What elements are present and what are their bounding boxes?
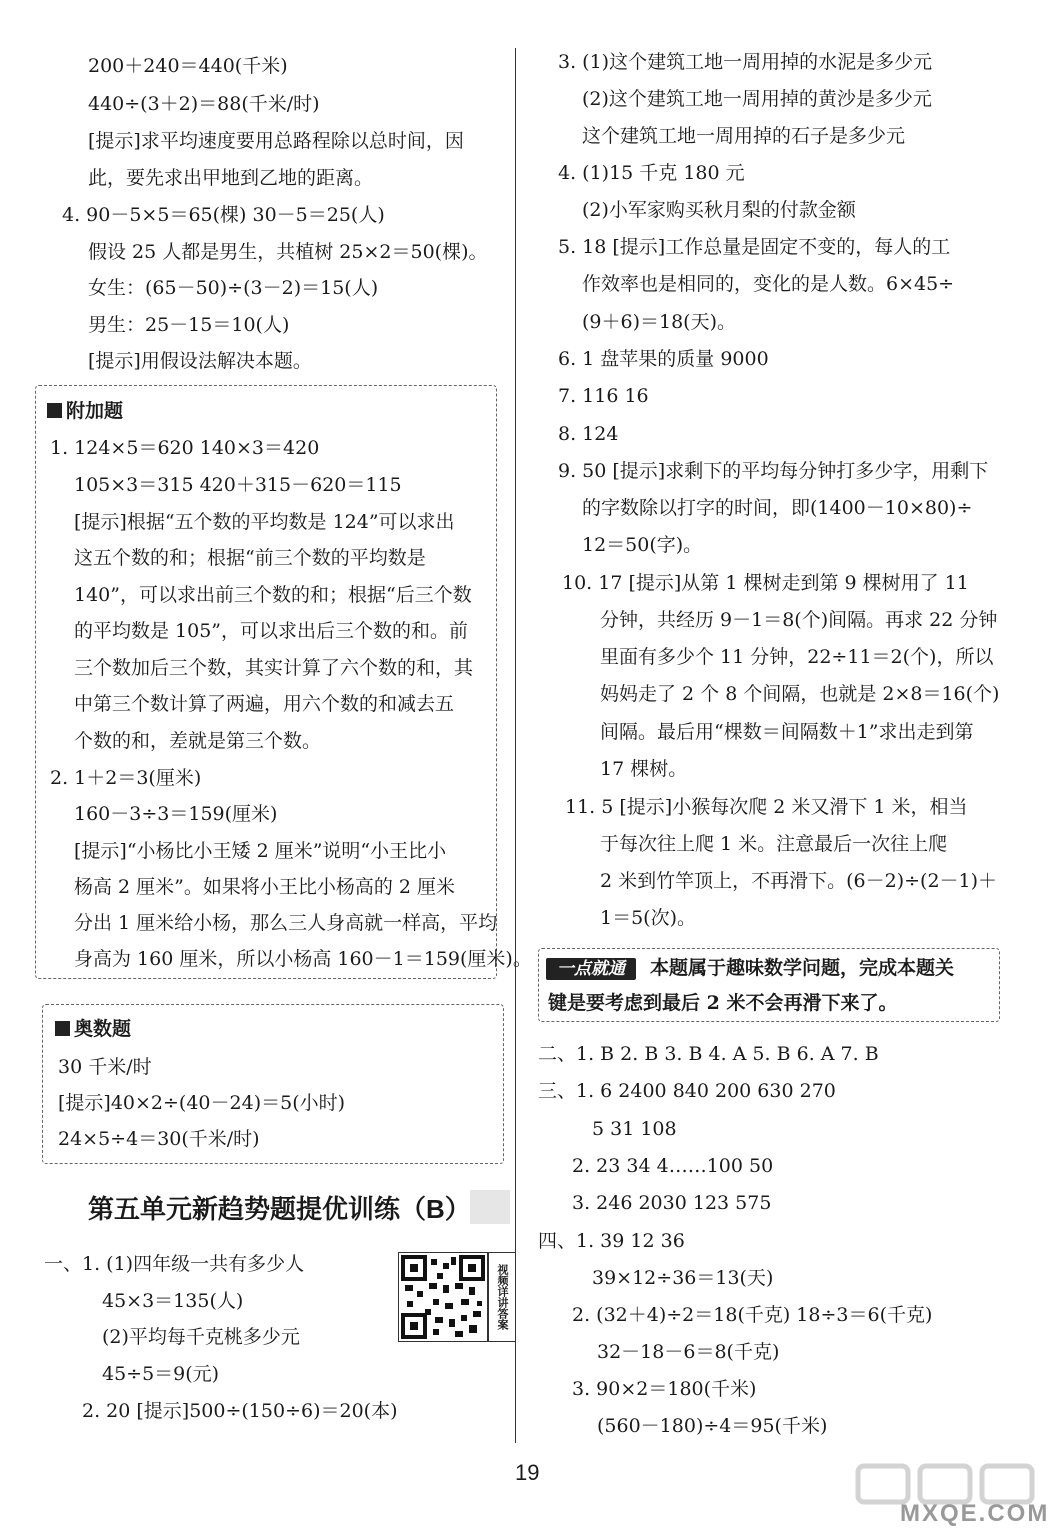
left-bottom-line: 一、1. (1)四年级一共有多少人	[44, 1253, 305, 1275]
answer-line: 32－18－6＝8(千克)	[597, 1341, 780, 1363]
answer-line: 3. 246 2030 123 575	[572, 1192, 772, 1214]
aoshu-heading: 奥数题	[55, 1018, 131, 1042]
fujia-line: 个数的和，差就是第三个数。	[74, 730, 322, 752]
answer-line: 二、1. B 2. B 3. B 4. A 5. B 6. A 7. B	[538, 1043, 879, 1065]
fujia-line: [提示]根据“五个数的平均数是 124”可以求出	[74, 511, 455, 533]
fujia-line: 1. 124×5＝620 140×3＝420	[50, 437, 320, 459]
fujia-line: 这五个数的和；根据“前三个数的平均数是	[74, 547, 426, 569]
right-line: (2)小军家购买秋月梨的付款金额	[582, 199, 856, 221]
right-line: (2)这个建筑工地一周用掉的黄沙是多少元	[582, 88, 932, 110]
fujia-line: 三个数加后三个数，其实计算了六个数的和，其	[74, 657, 474, 679]
right-line: 间隔。最后用“棵数＝间隔数＋1”求出走到第	[600, 721, 974, 743]
right-line: 分钟，共经历 9－1＝8(个)间隔。再求 22 分钟	[600, 609, 998, 631]
right-line: 里面有多少个 11 分钟，22÷11＝2(个)，所以	[600, 646, 994, 668]
answer-line: 39×12÷36＝13(天)	[592, 1267, 774, 1289]
qr-code-icon	[399, 1253, 487, 1341]
aoshu-line: [提示]40×2÷(40－24)＝5(小时)	[58, 1092, 346, 1114]
left-line: [提示]求平均速度要用总路程除以总时间，因	[88, 130, 464, 152]
qr-label: 视频详讲答案	[488, 1252, 516, 1342]
tip-label: 一点就通	[546, 958, 636, 980]
section-title: 第五单元新趋势题提优训练（B）	[88, 1194, 471, 1224]
right-line: 7. 116 16	[558, 385, 649, 407]
left-bottom-line: 45÷5＝9(元)	[102, 1363, 220, 1385]
answer-line: 三、1. 6 2400 840 200 630 270	[538, 1080, 836, 1102]
fujia-line: 的平均数是 105”，可以求出后三个数的和。前	[74, 620, 469, 642]
fujia-line: 中第三个数计算了两遍，用六个数的和减去五	[74, 693, 455, 715]
left-line: 440÷(3＋2)＝88(千米/时)	[88, 93, 320, 115]
left-line: 此，要先求出甲地到乙地的距离。	[88, 167, 374, 189]
tip-line: 本题属于趣味数学问题，完成本题关	[650, 957, 955, 979]
right-line: 9. 50 [提示]求剩下的平均每分钟打多少字，用剩下	[558, 460, 989, 482]
answer-line: 5 31 108	[592, 1118, 677, 1140]
page-number: 19	[515, 1460, 540, 1485]
answer-line: (560－180)÷4＝95(千米)	[597, 1415, 828, 1437]
answer-line: 2. 23 34 4……100 50	[572, 1155, 774, 1177]
fujia-line: 2. 1＋2＝3(厘米)	[50, 767, 202, 789]
right-line: 17 棵树。	[600, 758, 688, 780]
fujia-line: 杨高 2 厘米”。如果将小王比小杨高的 2 厘米	[74, 876, 456, 898]
right-line: 3. (1)这个建筑工地一周用掉的水泥是多少元	[558, 51, 933, 73]
right-line: 作效率也是相同的，变化的是人数。6×45÷	[582, 273, 955, 295]
answer-line: 3. 90×2＝180(千米)	[572, 1378, 757, 1400]
left-bottom-line: (2)平均每千克桃多少元	[102, 1326, 300, 1348]
right-line: 12＝50(字)。	[582, 534, 703, 556]
fujia-line: [提示]“小杨比小王矮 2 厘米”说明“小王比小	[74, 840, 447, 862]
answer-line: 2. (32＋4)÷2＝18(千克) 18÷3＝6(千克)	[572, 1304, 933, 1326]
heading-square-icon	[47, 403, 62, 418]
right-line: 妈妈走了 2 个 8 个间隔，也就是 2×8＝16(个)	[600, 683, 1000, 705]
answer-line: 四、1. 39 12 36	[538, 1230, 685, 1252]
left-line: 假设 25 人都是男生，共植树 25×2＝50(棵)。	[88, 241, 488, 263]
left-line: [提示]用假设法解决本题。	[88, 350, 312, 372]
right-line: (9＋6)＝18(天)。	[582, 311, 737, 333]
right-line: 11. 5 [提示]小猴每次爬 2 米又滑下 1 米，相当	[565, 796, 968, 818]
watermark-text: MXQE.COM	[900, 1500, 1050, 1527]
fujia-line: 140”，可以求出前三个数的和；根据“后三个数	[74, 584, 472, 606]
left-line: 男生：25－15＝10(人)	[88, 314, 290, 336]
left-line: 女生：(65－50)÷(3－2)＝15(人)	[88, 277, 379, 299]
tip-line: 键是要考虑到最后 2 米不会再滑下来了。	[548, 992, 898, 1014]
right-line: 10. 17 [提示]从第 1 棵树走到第 9 棵树用了 11	[562, 572, 969, 594]
fujia-line: 105×3＝315 420＋315－620＝115	[74, 474, 402, 496]
right-line: 于每次往上爬 1 米。注意最后一次往上爬	[600, 833, 948, 855]
heading-square-icon	[55, 1021, 70, 1036]
right-line: 这个建筑工地一周用掉的石子是多少元	[582, 125, 906, 147]
right-line: 1＝5(次)。	[600, 907, 697, 929]
right-line: 8. 124	[558, 423, 619, 445]
aoshu-line: 24×5÷4＝30(千米/时)	[58, 1128, 260, 1150]
fujia-line: 分出 1 厘米给小杨，那么三人身高就一样高，平均	[74, 912, 498, 934]
fujia-heading: 附加题	[47, 400, 123, 424]
right-line: 2 米到竹竿顶上，不再滑下。(6－2)÷(2－1)＋	[600, 870, 998, 892]
section-title-bar	[470, 1190, 510, 1224]
fujia-line: 160－3÷3＝159(厘米)	[74, 803, 278, 825]
column-divider	[515, 48, 516, 1443]
left-bottom-line: 45×3＝135(人)	[102, 1290, 244, 1312]
qr-code[interactable]	[398, 1252, 488, 1342]
left-bottom-line: 2. 20 [提示]500÷(150÷6)＝20(本)	[82, 1400, 398, 1422]
right-line: 4. (1)15 千克 180 元	[558, 162, 745, 184]
right-line: 的字数除以打字的时间，即(1400－10×80)÷	[582, 497, 973, 519]
right-line: 5. 18 [提示]工作总量是固定不变的，每人的工	[558, 236, 951, 258]
aoshu-line: 30 千米/时	[58, 1056, 152, 1078]
fujia-line: 身高为 160 厘米，所以小杨高 160－1＝159(厘米)。	[74, 948, 532, 970]
right-line: 6. 1 盘苹果的质量 9000	[558, 348, 769, 370]
left-line: 4. 90－5×5＝65(棵) 30－5＝25(人)	[62, 204, 385, 226]
left-line: 200＋240＝440(千米)	[88, 55, 288, 77]
